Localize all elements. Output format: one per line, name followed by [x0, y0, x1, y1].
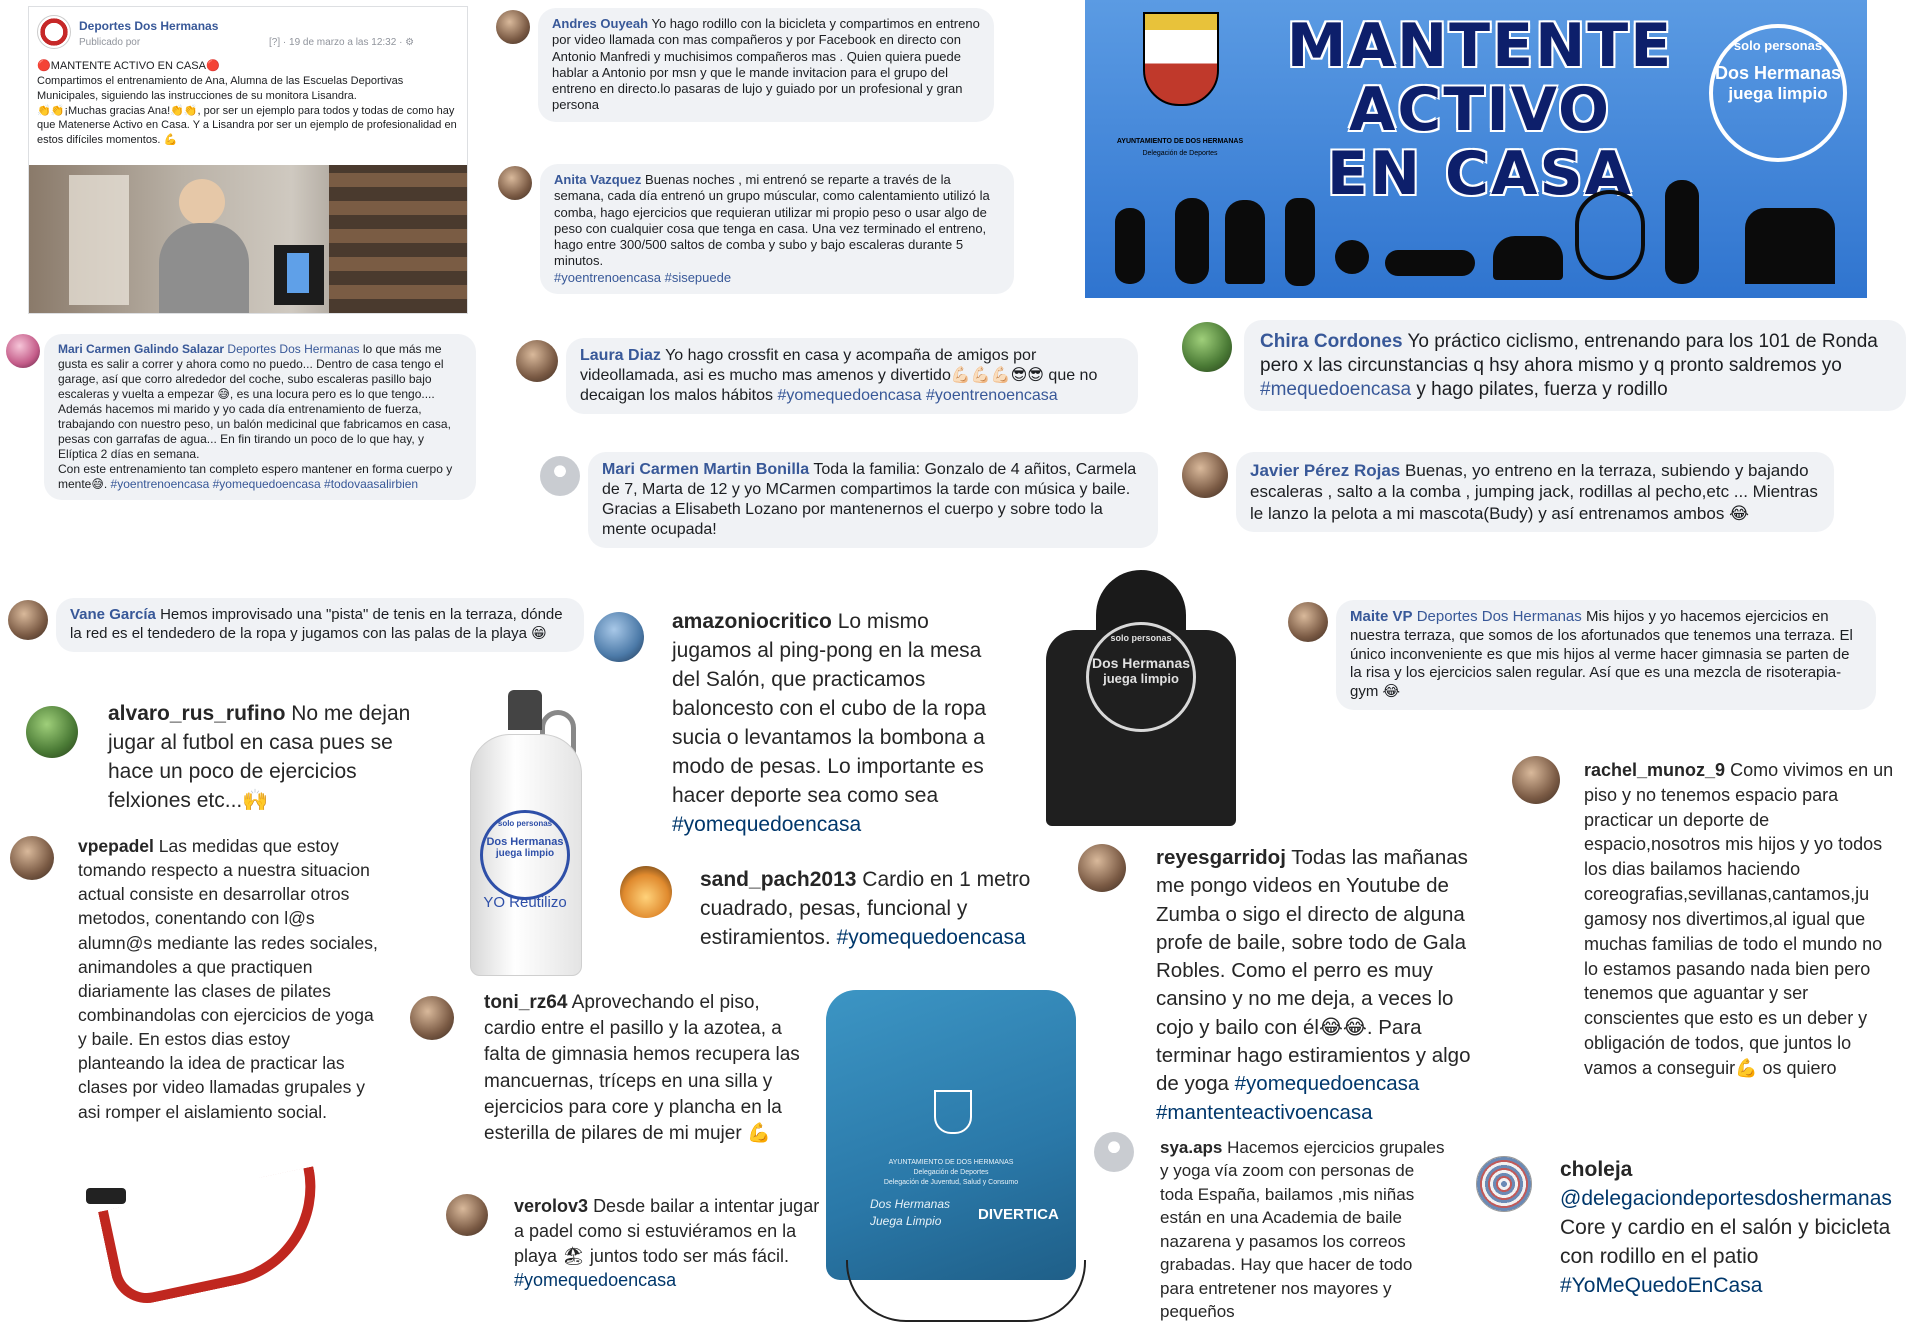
post-body-2: 👏👏¡Muchas gracias Ana!👏👏, por ser un ejemplo para todos y todas de como hay que Matenerse Activo en Casa. Y a Lisandra por ser un ejemplo de profesionalidad en estos difíciles momentos. 💪	[37, 104, 457, 147]
juega-limpio-badge	[1709, 24, 1847, 162]
ig-username[interactable]: sya.aps	[1160, 1138, 1223, 1157]
mantente-activo-banner	[1085, 0, 1867, 298]
post-headline: 🔴MANTENTE ACTIVO EN CASA🔴	[37, 60, 220, 72]
hoodie-badge	[1086, 622, 1196, 732]
comment-mention[interactable]: Deportes Dos Hermanas	[227, 342, 360, 356]
avatar[interactable]	[8, 600, 48, 640]
ig-username[interactable]: toni_rz64	[484, 992, 568, 1013]
post-page-name[interactable]: Deportes Dos Hermanas	[79, 19, 219, 33]
comment-hashtags[interactable]: #yoentrenoencasa #yomequedoencasa #todovaasalirbien	[110, 477, 419, 491]
ig-comment	[700, 866, 1050, 953]
comment-text: Yo hago crossfit en casa y acompaña de amigos por videollamada, asi es mucho mas amenos y divertido💪🏻💪🏻💪🏻😎😎 que no decaigan los malos hábitos	[580, 347, 1098, 404]
jump-rope-figure-icon	[1575, 190, 1645, 280]
ig-comment-text: Core y cardio en el salón y bicicleta con rodillo en el patio	[1560, 1215, 1891, 1268]
comment-bubble	[538, 8, 994, 122]
avatar[interactable]	[594, 612, 644, 662]
banner-title-line-3: EN CASA	[1326, 139, 1634, 209]
badge-line-2: juega limpio	[1728, 84, 1828, 103]
comment-bubble	[540, 164, 1014, 294]
ig-comment-text: Las medidas que estoy tomando respecto a nuestra situacion actual consiste en desarrollar otros metodos, conentando con l@s alumn@s mediante las redes sociales, animandoles a que practiquen diariamente las clases de pilates combinandolas con ejercicios de yoga y baile. En estos dias estoy planteando la idea de practicar las clases por video llamadas grupales y asi romper el aislamiento social.	[78, 836, 378, 1122]
ig-comment	[484, 990, 806, 1147]
comment-text-3: Con este entrenamiento tan completo espero mantener en forma cuerpo y mente😅.	[58, 462, 453, 491]
ig-username[interactable]: choleja	[1560, 1158, 1633, 1181]
badge-top-text: solo personas	[1733, 38, 1823, 53]
comment-bubble	[56, 598, 584, 652]
ayuntamiento-crest-icon	[1143, 12, 1219, 106]
chair-figure-icon	[1285, 198, 1315, 286]
hoodie-badge-top: solo personas	[1110, 633, 1172, 643]
comment-text: Yo práctico ciclismo, entrenando para los 101 de Ronda pero x las circunstancias q hsy ahora mismo y q pronto saldremos yo	[1260, 331, 1878, 376]
bag-script-2: Juega Limpio	[870, 1213, 942, 1228]
comment-text-2: Además hacemos mi marido y yo cada día entrenamiento de fuerza, trabajando con nuestro peso, un balón medicinal que fabricamos en casa, pesas con garrafas de agua... En fin tirando un poco de lo que hay, y Elíptica 2 días en semana.	[58, 402, 451, 461]
commenter-name[interactable]: Javier Pérez Rojas	[1250, 461, 1401, 480]
bag-brand: DIVERTICA	[978, 1206, 1059, 1223]
comment-hashtags[interactable]: #yoentrenoencasa #sisepuede	[554, 269, 732, 285]
jumping-figure-icon	[1175, 198, 1209, 284]
commenter-name[interactable]: Mari Carmen Galindo Salazar	[58, 342, 225, 356]
ig-comment-text: Hacemos ejercicios grupales y yoga vía zoom con personas de toda España, bailamos ,mis niñas están en una Academia de baile nazarena y pasamos los correos grabadas. Hay que hacer de todo para entretener nos mayores y pequeños	[1160, 1138, 1445, 1322]
commenter-name[interactable]: Maite VP	[1350, 608, 1413, 625]
post-meta: [?] · 19 de marzo a las 12:32 · ⚙	[269, 37, 415, 48]
ig-hashtags[interactable]: #yomequedoencasa	[514, 1270, 677, 1291]
comment-bubble	[44, 334, 476, 500]
avatar[interactable]	[1288, 602, 1328, 642]
avatar[interactable]	[620, 866, 672, 918]
ig-username[interactable]: amazoniocritico	[672, 610, 832, 633]
ig-username[interactable]: vpepadel	[78, 836, 154, 856]
ig-hashtags[interactable]: #YoMeQuedoEnCasa	[1560, 1273, 1763, 1297]
ig-comment	[514, 1194, 824, 1293]
avatar[interactable]	[540, 456, 580, 496]
post-text	[37, 59, 457, 148]
comment-text: Mis hijos y yo hacemos ejercicios en nuestra terraza, que somos de los afortunados que tenemos una terraza. El único inconveniente es que mis hijos al verme hacer gimnasia se parten de la risa y los ejercicios salen regular. Así que es una mezcla de risoterapia-gym 😂	[1350, 608, 1853, 700]
delegacion-label: Delegación de Deportes	[1142, 150, 1218, 157]
comment-bubble	[1236, 452, 1834, 532]
lanyard-clip-icon	[86, 1188, 126, 1204]
comment-text: Buenas, yo entreno en la terraza, subiendo y bajando escaleras , salto a la comba , jumping jack, rodillas al pecho,etc ... Mientras le lanzo la pelota a mi mascota(Budy) y así entrenamos ambos 😂	[1250, 461, 1818, 523]
hoodie-badge-line-1: Dos Hermanas	[1091, 655, 1191, 671]
comment-bubble	[588, 452, 1158, 548]
pushup-figure-icon	[1385, 250, 1475, 276]
bag-crest-icon	[934, 1090, 972, 1134]
avatar[interactable]	[516, 340, 558, 382]
stretching-figure-icon	[1115, 208, 1145, 284]
ig-comment-text: Todas las mañanas me pongo videos en Youtube de Zumba o sigo el directo de alguna profe de baile, sobre todo de Gala Robles. Como el perro es muy cansino y no me deja, a veces lo cojo y bailo con él😂😂. Para terminar hago estiramientos y algo de yoga	[1156, 846, 1471, 1096]
comment-bubble	[1336, 600, 1876, 710]
commenter-name[interactable]: Andres Ouyeah	[552, 16, 649, 31]
lunge-figure-icon	[1745, 208, 1835, 284]
avatar[interactable]	[1182, 452, 1228, 498]
comment-hashtags[interactable]: #yomequedoencasa #yoentrenoencasa	[777, 387, 1058, 404]
bottle-badge-top: solo personas	[497, 819, 553, 828]
banner-title	[1265, 11, 1695, 209]
ig-mention[interactable]: @delegaciondeportesdoshermanas	[1560, 1186, 1892, 1210]
bag-cords-icon	[846, 1260, 1086, 1322]
avatar[interactable]	[496, 10, 530, 44]
arms-up-figure-icon	[1665, 180, 1699, 284]
commenter-name[interactable]: Anita Vazquez	[554, 172, 642, 187]
hoodie-image	[1046, 570, 1236, 826]
hoodie-badge-line-2: juega limpio	[1103, 671, 1179, 686]
avatar[interactable]	[10, 836, 54, 880]
post-body: Compartimos el entrenamiento de Ana, Alumna de las Escuelas Deportivas Municipales, siguiendo las instrucciones de su monitora Lisandra.	[37, 74, 404, 102]
facebook-post-card	[28, 6, 468, 314]
ig-hashtags[interactable]: #yomequedoencasa	[1234, 1072, 1420, 1096]
ball-figure-icon	[1335, 240, 1369, 274]
page-logo-icon[interactable]	[37, 15, 71, 49]
avatar[interactable]	[1182, 322, 1232, 372]
water-bottle-image	[470, 690, 600, 976]
post-video-thumbnail[interactable]	[29, 165, 467, 313]
comment-bubble	[1244, 320, 1906, 411]
ayuntamiento-label: AYUNTAMIENTO DE DOS HERMANAS	[1116, 138, 1244, 145]
ig-hashtags-2[interactable]: #mantenteactivoencasa	[1156, 1100, 1373, 1124]
avatar[interactable]	[410, 996, 454, 1040]
commenter-name[interactable]: Chira Cordones	[1260, 331, 1403, 352]
commenter-name[interactable]: Laura Diaz	[580, 347, 661, 364]
bag-script-1: Dos Hermanas	[870, 1197, 951, 1211]
avatar[interactable]	[1512, 756, 1560, 804]
ig-comment-text: Aprovechando el piso, cardio entre el pasillo y la azotea, a falta de gimnasia hemos recupera las mancuernas, tríceps en una silla y ejercicios para core y plancha en la esterilla de pilares de mi mujer 💪	[484, 992, 800, 1145]
comment-text-end: y hago pilates, fuerza y rodillo	[1416, 378, 1668, 400]
comment-text: Hemos improvisado una "pista" de tenis en la terraza, dónde la red es el tendedero de la ropa y jugamos con las palas de la playa 😁	[70, 606, 563, 642]
ig-username[interactable]: reyesgarridoj	[1156, 846, 1286, 869]
comment-text: lo que más me gusta es salir a correr y ahora como no puedo... Dentro de casa tengo el garage, así que corro alrededor del coche, subo escaleras pasillo bajo escaleras y vuelta a empezar 😅, es una locura pero es lo que tengo....	[58, 342, 444, 401]
avatar[interactable]	[1078, 844, 1126, 892]
avatar[interactable]	[446, 1194, 488, 1236]
comment-bubble	[566, 338, 1138, 414]
ig-username[interactable]: alvaro_rus_rufino	[108, 702, 286, 725]
bottle-badge-line-2: juega limpio	[495, 848, 555, 859]
bag-line-1: AYUNTAMIENTO DE DOS HERMANAS	[888, 1159, 1014, 1166]
ig-hashtags[interactable]: #yomequedoencasa	[836, 925, 1026, 949]
ig-username[interactable]: verolov3	[514, 1196, 589, 1216]
ig-comment-text: No me dejan jugar al futbol en casa pues se hace un poco de ejercicios felxiones etc...🙌	[108, 702, 411, 812]
ig-comment	[1560, 1156, 1912, 1301]
comment-text: Toda la familia: Gonzalo de 4 añitos, Carmela de 7, Marta de 12 y yo MCarmen compartimos la tarde con música y baile. Gracias a Elisabeth Lozano por mantenernos el cuerpo y sobre todo la mente ocupada!	[602, 461, 1137, 538]
bottle-badge-line-1: Dos Hermanas	[486, 836, 564, 848]
bottle-badge	[480, 810, 570, 900]
avatar[interactable]	[6, 334, 40, 368]
ig-comment	[672, 608, 1012, 840]
badge-line-1: Dos Hermanas	[1714, 63, 1842, 83]
banner-title-line-1: MANTENTE	[1286, 11, 1674, 81]
ig-username[interactable]: rachel_munoz_9	[1584, 760, 1726, 780]
ig-hashtags[interactable]: #yomequedoencasa	[672, 812, 862, 836]
ig-comment	[1584, 758, 1896, 1081]
comment-mention[interactable]: Deportes Dos Hermanas	[1416, 608, 1582, 625]
ig-comment-text: Lo mismo jugamos al ping-pong en la mesa del Salón, que practicamos baloncesto con el cubo de la ropa sucia o levantamos la bombona a modo de pesas. Lo importante es hacer deporte sea como sea	[672, 610, 987, 807]
avatar[interactable]	[1094, 1132, 1134, 1172]
bag-line-2: Delegación de Deportes	[913, 1168, 989, 1176]
avatar[interactable]	[1476, 1156, 1532, 1212]
ig-comment	[1156, 844, 1496, 1127]
commenter-name[interactable]: Mari Carmen Martin Bonilla	[602, 461, 810, 478]
lanyard-image	[86, 1178, 336, 1308]
ig-username[interactable]: sand_pach2013	[700, 868, 857, 891]
banner-title-line-2: ACTIVO	[1348, 75, 1612, 145]
situp-figure-icon	[1493, 236, 1563, 280]
bottle-slogan: YO Reutilizo	[483, 894, 567, 911]
avatar[interactable]	[26, 706, 78, 758]
bag-line-3: Delegación de Juventud, Salud y Consumo	[883, 1178, 1019, 1186]
comment-text: Buenas noches , mi entrenó se reparte a través de la semana, cada día entrenó un grupo múscular, como calentamiento utilizó la comba, hago ejercicios que requieran utilizar mi propio peso o usar algo de peso con cualquier cosa que tenga en casa. Una vez terminado el entreno, hago entre 300/500 saltos de comba y subo y bajo escaleras durante 5 minutos.	[554, 172, 990, 269]
comment-text: Yo hago rodillo con la bicicleta y compartimos en entreno por video llamada con mas compañeros y por Facebook en directo con Antonio Manfredi y muchisimos compañeros mas . Quien quiera puede hablar a Antonio por msn y que le mande invitacion para el grupo del entreno en directo.lo pasaras de lujo y guiado por un profesional y gran persona	[552, 16, 980, 113]
avatar[interactable]	[498, 166, 532, 200]
ig-comment	[108, 700, 438, 816]
ig-comment-text: Como vivimos en un piso y no tenemos espacio para practicar un deporte de espacio,nosotros mis hijos y yo todos los dias bailamos haciendo coreografias,sevillanas,cantamos,ju gamosy nos divertimos,al igual que muchas familias de todo el mundo no lo estamos pasando nada bien pero tenemos que aguantar y ser conscientes que esto es un deber y obligación de todos, que juntos lo vamos a conseguir💪 os quiero	[1584, 760, 1894, 1078]
ig-comment-text: Cardio en 1 metro cuadrado, pesas, funcional y estiramientos.	[700, 868, 1031, 949]
ig-comment-text: Desde bailar a intentar jugar a padel como si estuviéramos en la playa 🏖 juntos todo ser más fácil.	[514, 1196, 820, 1266]
ig-comment	[78, 834, 378, 1124]
commenter-name[interactable]: Vane García	[70, 606, 156, 623]
post-published-by: Publicado por	[79, 37, 141, 48]
ig-comment	[1160, 1136, 1450, 1324]
comment-hashtag[interactable]: #mequedoencasa	[1260, 378, 1412, 400]
dancing-figure-icon	[1225, 200, 1265, 284]
drawstring-bag-image	[826, 990, 1096, 1326]
